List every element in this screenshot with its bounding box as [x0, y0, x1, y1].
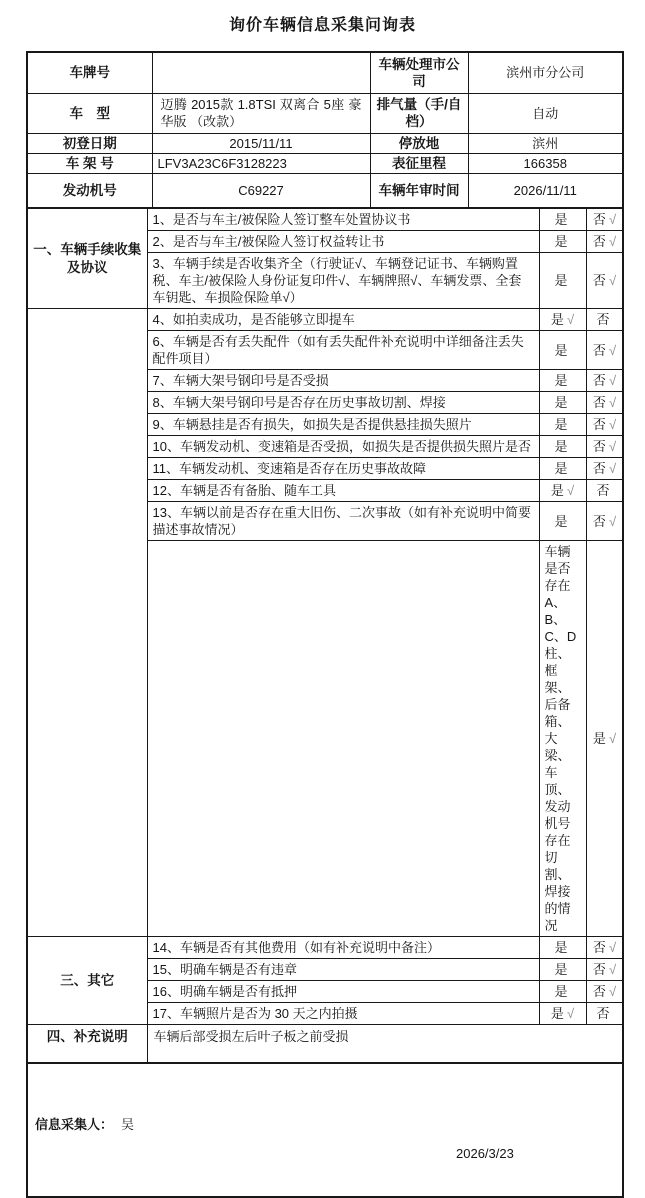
collector-name: 吴 [121, 1116, 135, 1132]
collection-date: 2026/3/23 [456, 1145, 514, 1161]
supplement-value: 车辆后部受损左后叶子板之前受损 [147, 1025, 623, 1063]
no-cell: 否 √ [586, 959, 623, 981]
section-4-cell: 四、补充说明 [27, 1025, 147, 1063]
yes-cell: 是 √ [539, 480, 586, 502]
yes-cell: 是 [539, 231, 586, 253]
check-mark: √ [608, 342, 617, 358]
plate-label: 车牌号 [27, 52, 152, 93]
yes-cell: 是 √ [539, 1003, 586, 1025]
no-cell: 否 √ [586, 208, 623, 231]
section-3-cell: 三、其它 [27, 937, 147, 1025]
model-value: 迈腾 2015款 1.8TSI 双离合 5座 豪华版 （改款） [152, 93, 370, 133]
question-text: 16、明确车辆是否有抵押 [147, 981, 539, 1003]
engine-value: C69227 [152, 173, 370, 208]
check-mark: √ [608, 395, 617, 410]
info-row-model [27, 93, 623, 133]
check-mark: √ [608, 461, 617, 476]
no-cell: 否 √ [586, 458, 623, 480]
yes-cell: 是 [539, 436, 586, 458]
yes-cell: 是 [539, 370, 586, 392]
check-mark: √ [566, 483, 575, 498]
mileage-value: 166358 [468, 153, 623, 173]
question-text: 7、车辆大架号钢印号是否受损 [147, 370, 539, 392]
no-cell: 否 √ [586, 331, 623, 370]
supplement-row [27, 1025, 623, 1063]
yes-cell: 是 [539, 392, 586, 414]
yes-cell: 是 [539, 331, 586, 370]
engine-label: 发动机号 [27, 173, 152, 208]
handling-company-value: 滨州市分公司 [468, 52, 623, 93]
question-text: 3、车辆手续是否收集齐全（行驶证√、车辆登记证书、车辆购置税、车主/被保险人身份证复印件√、车辆牌照√、车辆发票、全套车钥匙、车损险保险单√） [147, 253, 539, 309]
no-cell: 否 [586, 309, 623, 331]
info-row-plate [27, 52, 623, 93]
form-title: 询价车辆信息采集问询表 [228, 17, 416, 34]
handling-company-label: 车辆处理市公司 [370, 52, 468, 93]
question-text: 14、车辆是否有其他费用（如有补充说明中备注） [147, 937, 539, 959]
no-cell: 否 [586, 480, 623, 502]
model-label: 车 型 [27, 93, 152, 133]
info-row-regdate [27, 133, 623, 153]
check-mark: √ [566, 1006, 575, 1021]
location-value: 滨州 [468, 133, 623, 153]
question-text: 8、车辆大架号钢印号是否存在历史事故切割、焊接 [147, 392, 539, 414]
form [26, 51, 622, 1198]
check-mark: √ [608, 417, 617, 432]
question-text: 15、明确车辆是否有违章 [147, 959, 539, 981]
plate-value [152, 52, 370, 93]
section-1-cell: 一、车辆手续收集及协议 [27, 208, 147, 309]
no-cell: 否 √ [586, 253, 623, 309]
question-text: 17、车辆照片是否为 30 天之内拍摄 [147, 1003, 539, 1025]
check-mark: √ [608, 731, 617, 746]
section-2-cell [27, 309, 147, 937]
question-row [27, 208, 623, 231]
location-label: 停放地 [370, 133, 468, 153]
no-cell: 否 √ [586, 436, 623, 458]
question-row [27, 937, 623, 959]
yes-cell: 是 [539, 208, 586, 231]
question-row [27, 309, 623, 331]
check-mark: √ [566, 312, 575, 327]
vin-value: LFV3A23C6F3128223 [152, 153, 370, 173]
question-text: 6、车辆是否有丢失配件（如有丢失配件补充说明中详细备注丢失配件项目） [147, 331, 539, 370]
yes-cell: 是 √ [539, 309, 586, 331]
yes-cell: 是 [539, 458, 586, 480]
gearbox-value: 自动 [468, 93, 623, 133]
yes-cell: 是 [539, 981, 586, 1003]
regdate-label: 初登日期 [27, 133, 152, 153]
yes-cell: 是 [539, 253, 586, 309]
inspection-value: 2026/11/11 [468, 173, 623, 208]
check-mark: √ [608, 984, 617, 999]
question-text: 4、如拍卖成功，是否能够立即提车 [147, 309, 539, 331]
question-text: 9、车辆悬挂是否有损失，如损失是否提供悬挂损失照片 [147, 414, 539, 436]
yes-cell: 是 [539, 937, 586, 959]
regdate-value: 2015/11/11 [152, 133, 370, 153]
no-cell: 否 √ [586, 937, 623, 959]
collector-label: 信息采集人： [35, 1116, 114, 1132]
vin-label: 车 架 号 [27, 153, 152, 173]
section-pillar-cell [147, 541, 539, 937]
question-text: 10、车辆发动机、变速箱是否受损，如损失是否提供损失照片是否 [147, 436, 539, 458]
no-cell: 否 √ [586, 981, 623, 1003]
mileage-label: 表征里程 [370, 153, 468, 173]
question-text: 1、是否与车主/被保险人签订整车处置协议书 [147, 208, 539, 231]
no-cell: 否 √ [586, 370, 623, 392]
question-text: 11、车辆发动机、变速箱是否存在历史事故故障 [147, 458, 539, 480]
check-mark: √ [608, 439, 617, 454]
inspection-label: 车辆年审时间 [370, 173, 468, 208]
check-mark: √ [608, 273, 617, 288]
question-text: 2、是否与车主/被保险人签订权益转让书 [147, 231, 539, 253]
check-mark: √ [608, 513, 617, 529]
footer-table [26, 1062, 624, 1198]
question-table [26, 207, 624, 1064]
no-cell: 否 √ [586, 414, 623, 436]
info-table [26, 51, 624, 209]
yes-cell: 是 [539, 414, 586, 436]
no-cell: 否 √ [586, 392, 623, 414]
yes-cell: 是 [539, 959, 586, 981]
check-mark: √ [608, 212, 617, 227]
question-text: 12、车辆是否有备胎、随车工具 [147, 480, 539, 502]
question-text: 13、车辆以前是否存在重大旧伤、二次事故（如有补充说明中简要描述事故情况） [147, 502, 539, 541]
yes-cell: 是 [539, 502, 586, 541]
check-mark: √ [608, 962, 617, 977]
no-cell: 否 √ [586, 231, 623, 253]
footer-cell [27, 1063, 623, 1197]
question-text: 车辆是否存在A、B、C、D柱、框架、后备箱、大梁、车顶、发动机号存在切割、焊接的情况 [539, 541, 586, 937]
check-mark: √ [608, 373, 617, 388]
gearbox-label: 排气量（手/自档） [370, 93, 468, 133]
info-row-engine [27, 173, 623, 208]
no-cell: 否 √ [586, 502, 623, 541]
info-row-vin [27, 153, 623, 173]
collector-line [28, 1064, 622, 1133]
check-mark: √ [608, 940, 617, 955]
yes-cell: 是 √ [586, 541, 623, 937]
no-cell: 否 [586, 1003, 623, 1025]
check-mark: √ [608, 234, 617, 249]
